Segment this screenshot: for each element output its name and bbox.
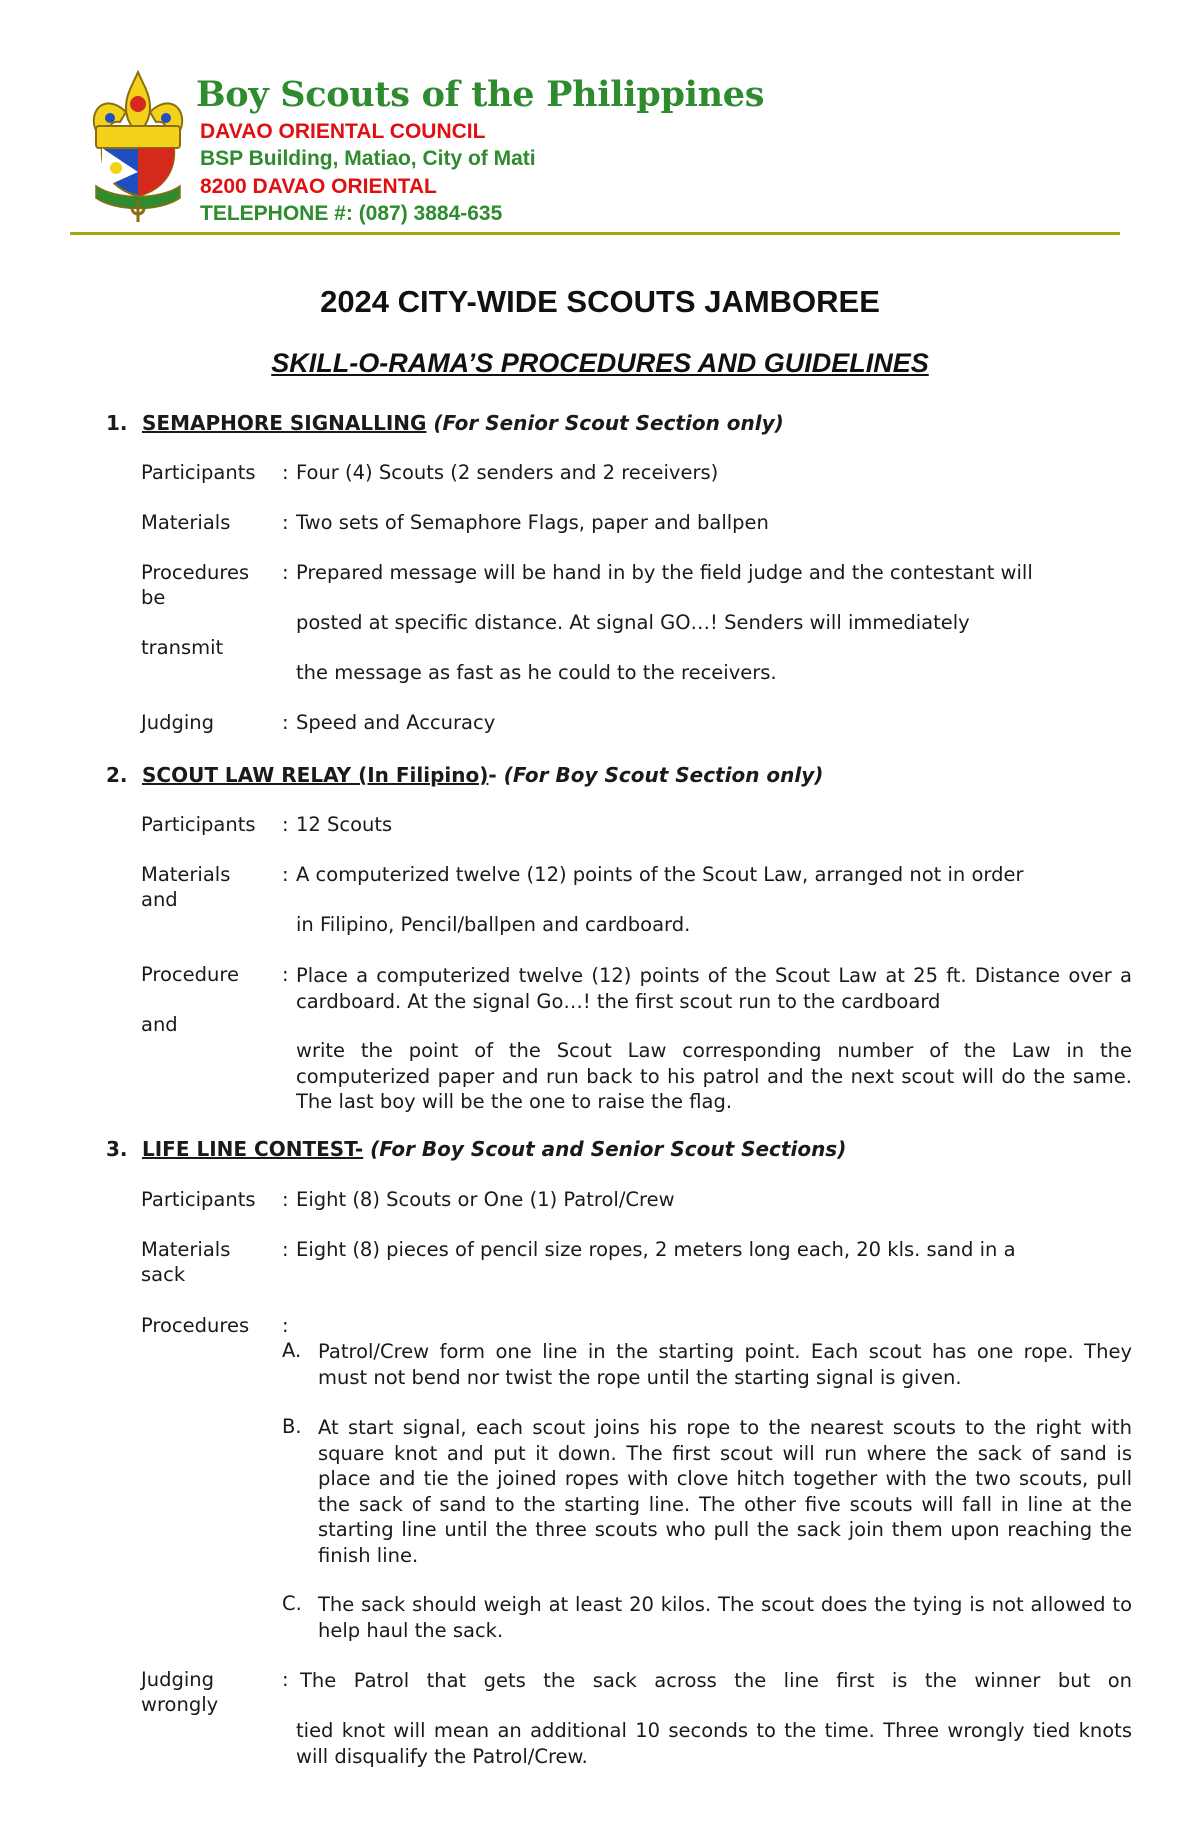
materials-label: Materials xyxy=(141,511,231,534)
judging-label: Judging xyxy=(141,1668,215,1691)
colon: : xyxy=(282,813,289,836)
section-heading xyxy=(106,763,823,787)
section-heading xyxy=(106,411,784,435)
page-title: 2024 CITY-WIDE SCOUTS JAMBOREE xyxy=(320,284,880,319)
address: BSP Building, Matiao, City of Mati xyxy=(200,147,536,170)
section-note: (For Boy Scout and Senior Scout Sections) xyxy=(363,1137,847,1161)
colon: : xyxy=(282,1668,289,1691)
procedure-paragraph: Place a computerized twelve (12) points of the Scout Law at 25 ft. Distance over a cardboard. At the signal Go…! the first scout run to the cardboard xyxy=(296,964,1132,1013)
step-text: The sack should weigh at least 20 kilos. The scout does the tying is not allowed to help haul the sack. xyxy=(318,1593,1132,1642)
section-heading xyxy=(106,1137,846,1161)
materials-value: Two sets of Semaphore Flags, paper and ballpen xyxy=(296,511,769,534)
judging-label: Judging xyxy=(141,711,215,734)
colon: : xyxy=(282,1188,289,1211)
section-title: LIFE LINE CONTEST- xyxy=(142,1137,364,1161)
procedures-line: posted at specific distance. At signal GO…! Senders will immediately xyxy=(296,611,970,634)
section-title: SEMAPHORE SIGNALLING xyxy=(142,411,427,435)
section-number: 3. xyxy=(106,1137,128,1161)
colon: : xyxy=(282,461,289,484)
step-letter: B. xyxy=(282,1415,302,1438)
step-letter: A. xyxy=(282,1339,302,1362)
judging-paragraph: tied knot will mean an additional 10 seconds to the time. Three wrongly tied knots will disqualify the Patrol/Crew. xyxy=(296,1719,1132,1768)
procedure-label-cont: and xyxy=(141,1013,178,1036)
colon: : xyxy=(282,963,289,986)
procedures-label-cont: transmit xyxy=(141,636,224,659)
materials-label-cont: and xyxy=(141,888,178,911)
province: 8200 DAVAO ORIENTAL xyxy=(200,175,437,198)
procedures-label-cont: be xyxy=(141,586,166,609)
section-number: 1. xyxy=(106,411,128,435)
judging-line: The Patrol that gets the sack across the line first is the winner but on xyxy=(300,1669,1132,1692)
participants-value: 12 Scouts xyxy=(296,813,393,836)
step-text: Patrol/Crew form one line in the starting point. Each scout has one rope. They must not bend nor twist the rope until the starting signal is given. xyxy=(318,1340,1132,1389)
section-dash: - xyxy=(488,763,504,787)
materials-value: Eight (8) pieces of pencil size ropes, 2 meters long each, 20 kls. sand in a xyxy=(296,1238,1016,1261)
section-note: (For Boy Scout Section only) xyxy=(503,763,824,787)
judging-label-cont: wrongly xyxy=(141,1693,219,1716)
participants-label: Participants xyxy=(141,461,256,484)
participants-label: Participants xyxy=(141,1188,256,1211)
materials-line: A computerized twelve (12) points of the Scout Law, arranged not in order xyxy=(296,863,1024,886)
participants-value: Eight (8) Scouts or One (1) Patrol/Crew xyxy=(296,1188,675,1211)
procedures-label: Procedures xyxy=(141,1314,250,1337)
section-number: 2. xyxy=(106,763,128,787)
materials-line: in Filipino, Pencil/ballpen and cardboard. xyxy=(296,913,691,936)
procedures-line: Prepared message will be hand in by the field judge and the contestant will xyxy=(296,561,1033,584)
colon: : xyxy=(282,1314,289,1337)
procedure-label: Procedure xyxy=(141,963,239,986)
materials-label: Materials xyxy=(141,1238,231,1261)
materials-label-cont: sack xyxy=(141,1263,186,1286)
colon: : xyxy=(282,711,289,734)
header-rule xyxy=(70,232,1120,235)
colon: : xyxy=(282,863,289,886)
page-subtitle: SKILL-O-RAMA’S PROCEDURES AND GUIDELINES xyxy=(271,348,929,378)
step-text: At start signal, each scout joins his rope to the nearest scouts to the right with square knot and put it down. The first scout will run where the sack of sand is place and tie the joined ropes with clove hitch together with the two scouts, pull the sack of sand to the starting line. The other five scouts will fall in line at the starting line until the three scouts who pull the sack join them upon reaching the finish line. xyxy=(318,1416,1132,1567)
participants-label: Participants xyxy=(141,813,256,836)
procedure-paragraph: write the point of the Scout Law corresponding number of the Law in the computerized paper and run back to his patrol and the next scout will do the same. The last boy will be the one to raise the flag. xyxy=(296,1039,1132,1113)
materials-label: Materials xyxy=(141,863,231,886)
procedures-line: the message as fast as he could to the receivers. xyxy=(296,661,777,684)
step-letter: C. xyxy=(282,1592,302,1615)
org-name: Boy Scouts of the Philippines xyxy=(196,74,765,115)
colon: : xyxy=(282,511,289,534)
participants-value: Four (4) Scouts (2 senders and 2 receivers) xyxy=(296,461,719,484)
colon: : xyxy=(282,561,289,584)
section-title: SCOUT LAW RELAY (In Filipino) xyxy=(142,763,489,787)
telephone: TELEPHONE #: (087) 3884-635 xyxy=(200,202,503,225)
council-name: DAVAO ORIENTAL COUNCIL xyxy=(200,120,486,143)
procedures-label: Procedures xyxy=(141,561,250,584)
section-note: (For Senior Scout Section only) xyxy=(426,411,784,435)
judging-value: Speed and Accuracy xyxy=(296,711,496,734)
bsp-logo xyxy=(86,68,190,224)
colon: : xyxy=(282,1238,289,1261)
